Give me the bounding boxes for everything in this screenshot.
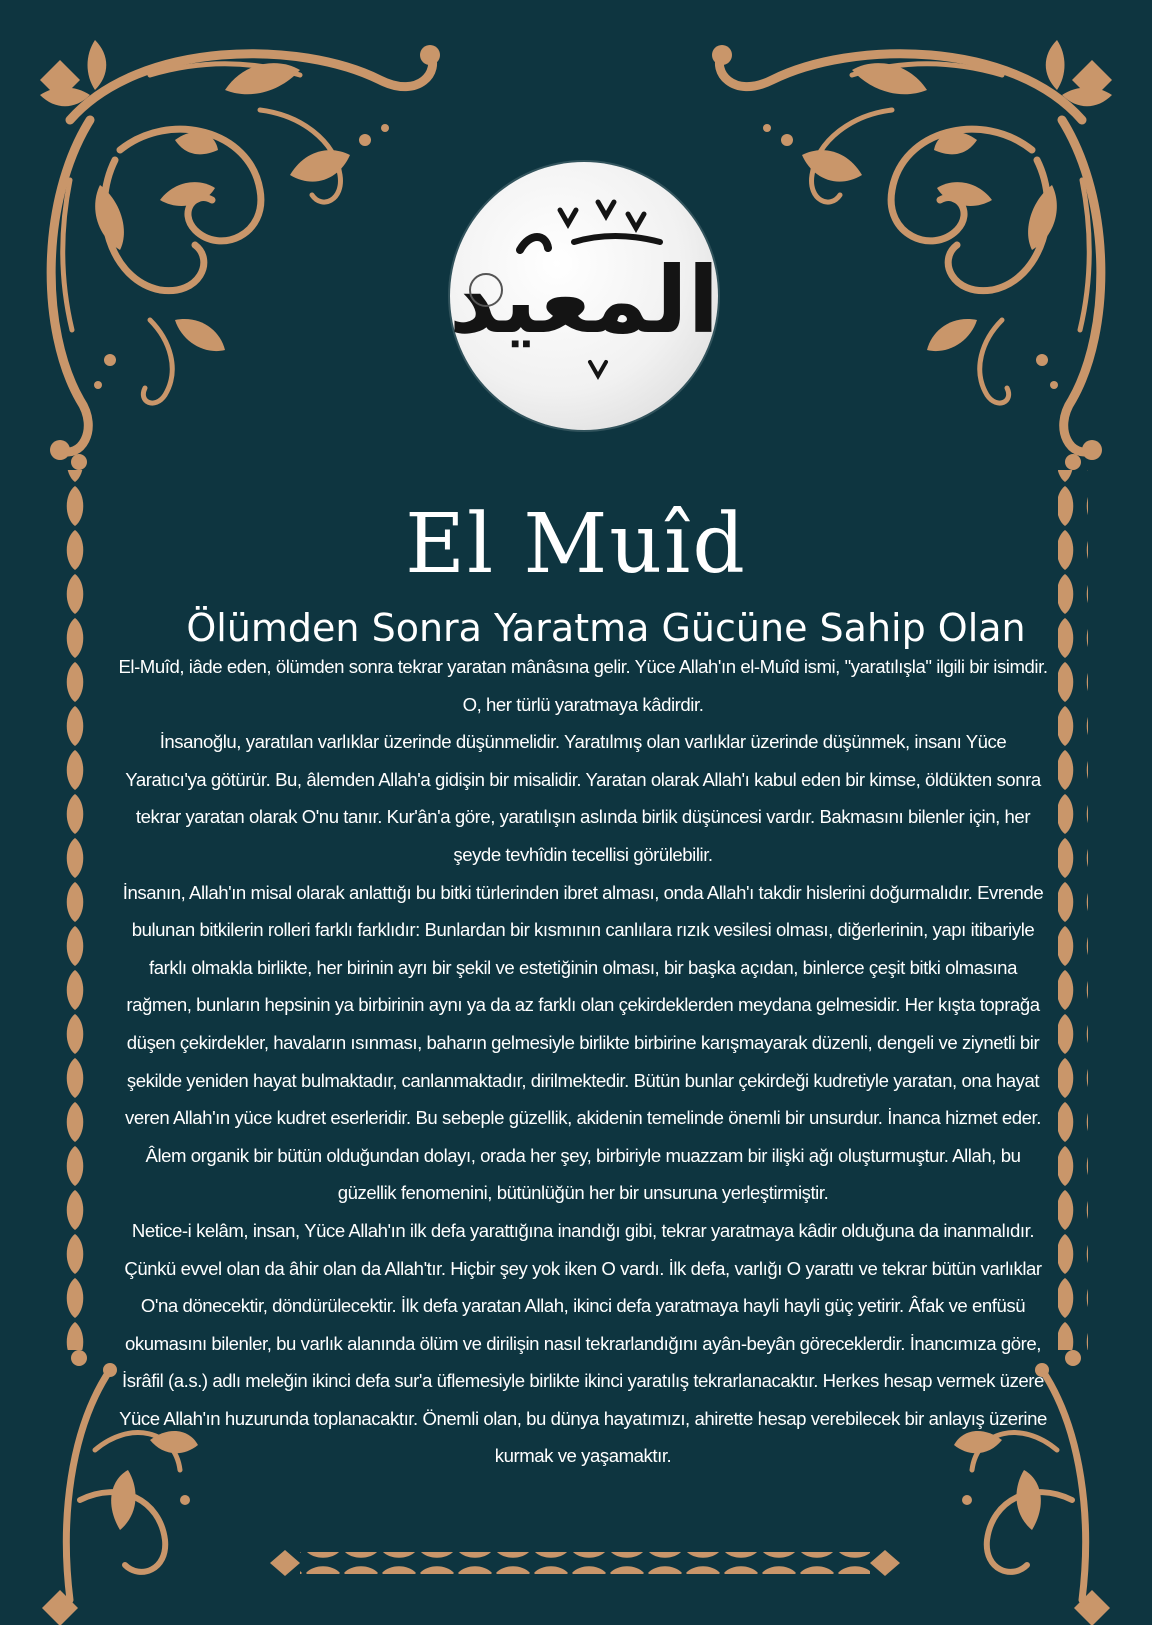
page-title: El Muîd	[405, 496, 747, 592]
corner-ornament-top-right	[712, 40, 1112, 460]
calligraphy-emblem	[450, 162, 718, 430]
paragraph-2: İnsanoğlu, yaratılan varlıklar üzerinde düşünmelidir. Yaratılmış olan varlıklar üzerinde düşünmek, insanı Yüce Yaratıcı'ya götürür. Bu, âlemden Allah'a gidişin bir misalidir. Yaratan olarak Allah'ı kabul eden bir kimse, öldükten sonra tekrar yaratan olarak O'nu tanır. Kur'ân'a göre, yaratılışın aslında birlik düşüncesi vardır. Bakmasını bilenler için, her şeyde tevhîdin tecellisi görülebilir.	[125, 731, 1041, 865]
corner-ornament-top-left	[40, 40, 440, 460]
paragraph-1: El-Muîd, iâde eden, ölümden sonra tekrar yaratan mânâsına gelir. Yüce Allah'ın el-Muîd ismi, "yaratılışla" ilgili bir isimdir. O, her türlü yaratmaya kâdirdir.	[118, 656, 1048, 715]
body-text	[118, 648, 1048, 1475]
calligraphy-text: المعيد	[450, 247, 718, 354]
bottom-beaded-border	[300, 1552, 870, 1574]
paragraph-4: Netice-i kelâm, insan, Yüce Allah'ın ilk defa yarattığına inandığı gibi, tekrar yaratmaya kâdir olduğuna da inanmalıdır. Çünkü evvel olan da âhir olan da Allah'tır. Hiçbir şey yok iken O vardı. İlk defa, varlığı O yarattı ve tekrar bütün varlıklar O'na dönecektir, döndürülecektir. İlk defa yaratan Allah, ikinci defa yaratmaya hayli hayli güç yetirir. Âfak ve enfüsü okumasını bilenler, bu varlık alanında ölüm ve dirilişin nasıl tekrarlandığını ayân-beyân göreceklerdir. İnancımıza göre, İsrâfil (a.s.) adlı meleğin ikinci defa sur'a üflemesiyle birlikte ikinci yaratılış tekrarlanacaktır. Herkes hesap vermek üzere Yüce Allah'ın huzurunda toplanacaktır. Önemli olan, bu dünya hayatımızı, ahirette hesap verebilecek bir anlayış üzerine kurmak ve yaşamaktır.	[119, 1219, 1047, 1467]
page-subtitle: Ölümden Sonra Yaratma Gücüne Sahip Olan	[186, 605, 1026, 650]
paragraph-3: İnsanın, Allah'ın misal olarak anlattığı bu bitki türlerinden ibret alması, onda Allah'ı takdir hislerini doğurmalıdır. Evrende bulunan bitkilerin rolleri farklı farklıdır: Bunlardan bir kısmının canlılara rızık vesilesi olması, diğerlerinin, yapı itibariyle farklı olmakla birlikte, her birinin ayrı bir şekil ve estetiğinin olması, bir başka açıdan, binlerce çeşit bitki olmasına rağmen, bunların hepsinin ya birbirinin aynı ya da az farklı olan çekirdeklerden meydana gelmesidir. Her kışta toprağa düşen çekirdekler, havaların ısınması, baharın gelmesiyle birlikte birbirine karışmayarak düzenli, dengeli ve ziynetli bir şekilde yeniden hayat bulmaktadır, canlanmaktadır, dirilmektedir. Bütün bunlar çekirdeği kudretiyle yaratan, ona hayat veren Allah'ın yüce kudret eserleridir. Bu sebeple güzellik, akidenin temelinde önemli bir unsurdur. İnanca hizmet eder. Âlem organik bir bütün olduğundan dolayı, orada her şey, birbiriyle muazzam bir ilişki ağı oluşturmuştur. Allah, bu güzellik fenomenini, bütünlüğün her bir unsuruna yerleştirmiştir.	[122, 881, 1044, 1204]
